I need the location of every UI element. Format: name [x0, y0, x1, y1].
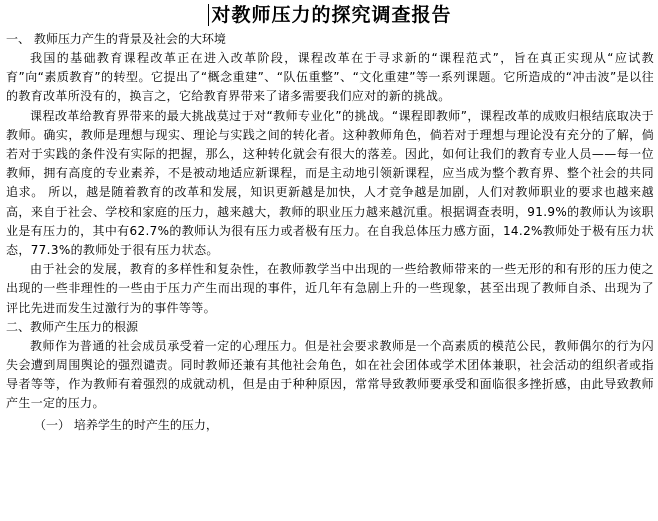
- section-1-paragraph-3: 由于社会的发展，教育的多样性和复杂性，在教师教学当中出现的一些给教师带来的一些无形的和有形的压力使之出现的一些非理性的一些由于压力产生而出现的事件，近几年有急剧上升的一些现象，甚至出现了教师自杀、出现为了评比先进而发生过激行为的事件等等。: [6, 262, 654, 315]
- section-1-paragraph-1: 我国的基础教育课程改革正在进入改革阶段，课程改革在于寻求新的“课程范式”，旨在真正实现从“应试教育”向“素质教育”的转型。它提出了“概念重建”、“队伍重整”、“文化重建”等一系列课题。它所造成的“冲击波”是以往的教育改革所没有的，换言之，它给教育界带来了诸多需要我们应对的新的挑战。: [6, 51, 654, 104]
- section-1-paragraph-2: 课程改革给教育界带来的最大挑战莫过于对“教师专业化”的挑战。“课程即教师”，课程改革的成败归根结底取决于教师。确实，教师是理想与现实、理论与实践之间的转化者。这种教师角色，倘若对于理想与理论没有充分的了解，倘若对于实践的条件没有实际的把握，那么，这种转化就会有很大的落差。因此，如何让我们的教育专业人员——每一位教师，拥有高度的专业素养，不是被动地适应新课程，而是主动地引领新课程，应当成为整个教育界、整个社会的共同追求。 所以，越是随着教育的改革和发展，知识更新越是加快，人才竞争越是加剧，人们对教师职业的要求也越来越高，来自于社会、学校和家庭的压力，越来越大，教师的职业压力越来越沉重。根据调查表明，91.9%的教师认为该职业是有压力的，其中有62.7%的教师认为很有压力或者极有压力。在自我总体压力感方面，14.2%教师处于极有压力状态，77.3%的教师处于很有压力状态。: [6, 108, 654, 258]
- document-title: [6, 0, 654, 30]
- title-text: 对教师压力的探究调查报告: [208, 4, 451, 26]
- section-1-heading: 一、 教师压力产生的背景及社会的大环境: [6, 32, 226, 46]
- section-2-paragraph-1: 教师作为普通的社会成员承受着一定的心理压力。但是社会要求教师是一个高素质的模范公民，教师偶尔的行为闪失会遭到周围舆论的强烈谴责。同时教师还兼有其他社会角色，如在社会团体或学术团体兼职，社会活动的组织者或指导者等等，作为教师有着强烈的成就动机，但是由于种种原因，常常导致教师要承受和面临很多挫折感，由此导致教师产生一定的压力。: [6, 338, 654, 411]
- section-2-subheading: （一） 培养学生的时产生的压力，: [34, 417, 218, 432]
- section-2-heading: 二、教师产生压力的根源: [6, 319, 139, 334]
